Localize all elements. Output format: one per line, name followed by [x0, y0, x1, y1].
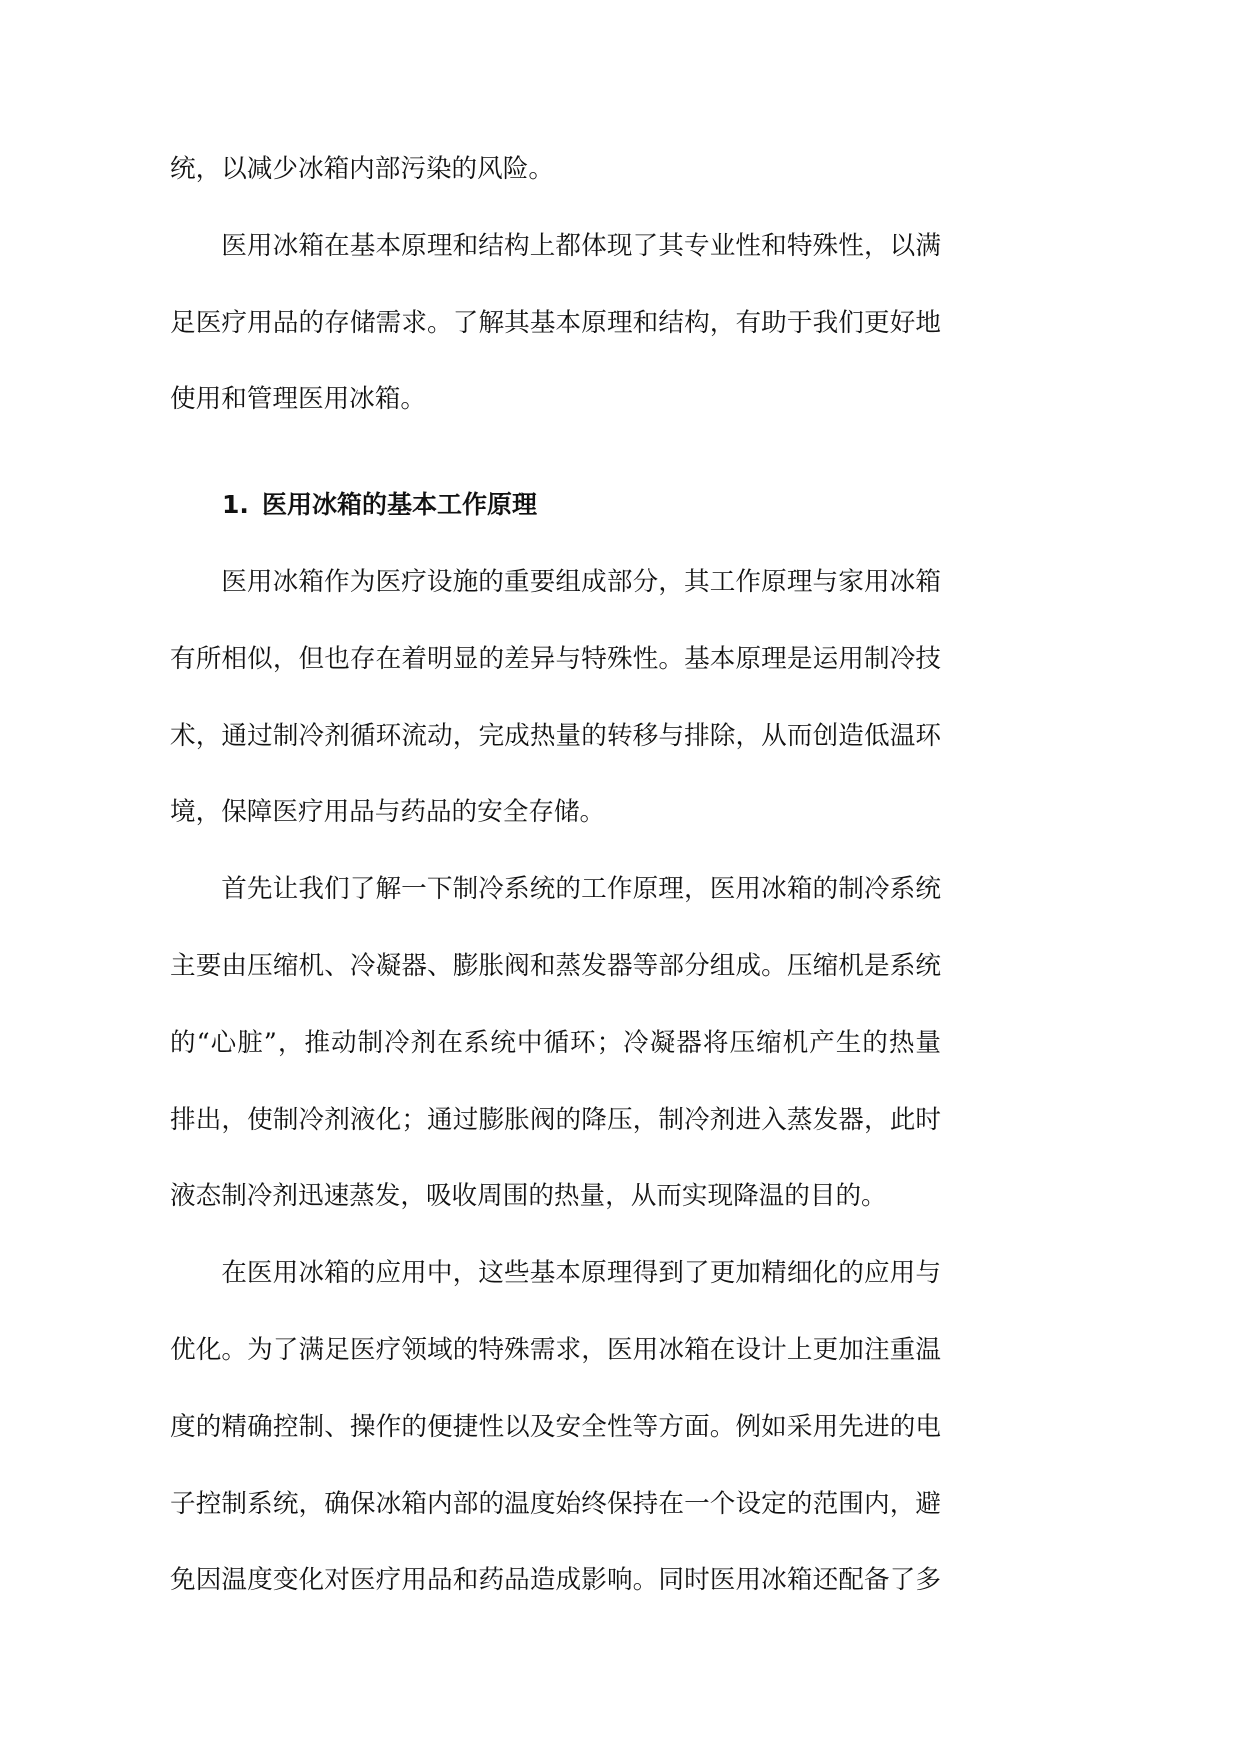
text-line: 境，保障医疗用品与药品的安全存储。 [170, 797, 606, 828]
paragraph [170, 1235, 941, 1619]
text-line: 有所相似，但也存在着明显的差异与特殊性。基本原理是运用制冷技 [170, 643, 941, 674]
text-line: 度的精确控制、操作的便捷性以及安全性等方面。例如采用先进的电 [170, 1411, 941, 1442]
text-line: 优化。为了满足医疗领域的特殊需求，医用冰箱在设计上更加注重温 [170, 1334, 941, 1365]
section-heading [170, 467, 941, 544]
text-line: 主要由压缩机、冷凝器、膨胀阀和蒸发器等部分组成。压缩机是系统 [170, 950, 941, 981]
paragraph [170, 131, 941, 208]
section-title: 医用冰箱的基本工作原理 [262, 490, 538, 520]
text-line: 排出，使制冷剂液化；通过膨胀阀的降压，制冷剂进入蒸发器，此时 [170, 1104, 941, 1135]
text-line: 首先让我们了解一下制冷系统的工作原理，医用冰箱的制冷系统 [221, 874, 941, 905]
paragraph [170, 851, 941, 1235]
text-line: 医用冰箱在基本原理和结构上都体现了其专业性和特殊性，以满 [221, 230, 941, 261]
paragraph [170, 208, 941, 438]
text-line: 足医疗用品的存储需求。了解其基本原理和结构，有助于我们更好地 [170, 307, 941, 338]
text-line: 免因温度变化对医疗用品和药品造成影响。同时医用冰箱还配备了多 [170, 1565, 941, 1596]
text-line: 术，通过制冷剂循环流动，完成热量的转移与排除，从而创造低温环 [170, 720, 941, 751]
text-line: 的“心脏”，推动制冷剂在系统中循环；冷凝器将压缩机产生的热量 [170, 1027, 941, 1058]
paragraph [170, 544, 941, 851]
text-line: 液态制冷剂迅速蒸发，吸收周围的热量，从而实现降温的目的。 [170, 1181, 887, 1212]
text-line: 在医用冰箱的应用中，这些基本原理得到了更加精细化的应用与 [221, 1258, 941, 1289]
text-line: 统，以减少冰箱内部污染的风险。 [170, 154, 554, 184]
section-number: 1. [222, 490, 249, 520]
text-line: 子控制系统，确保冰箱内部的温度始终保持在一个设定的范围内，避 [170, 1488, 941, 1519]
text-line: 医用冰箱作为医疗设施的重要组成部分，其工作原理与家用冰箱 [221, 566, 941, 597]
text-line: 使用和管理医用冰箱。 [170, 384, 426, 415]
document-body [170, 131, 941, 1619]
